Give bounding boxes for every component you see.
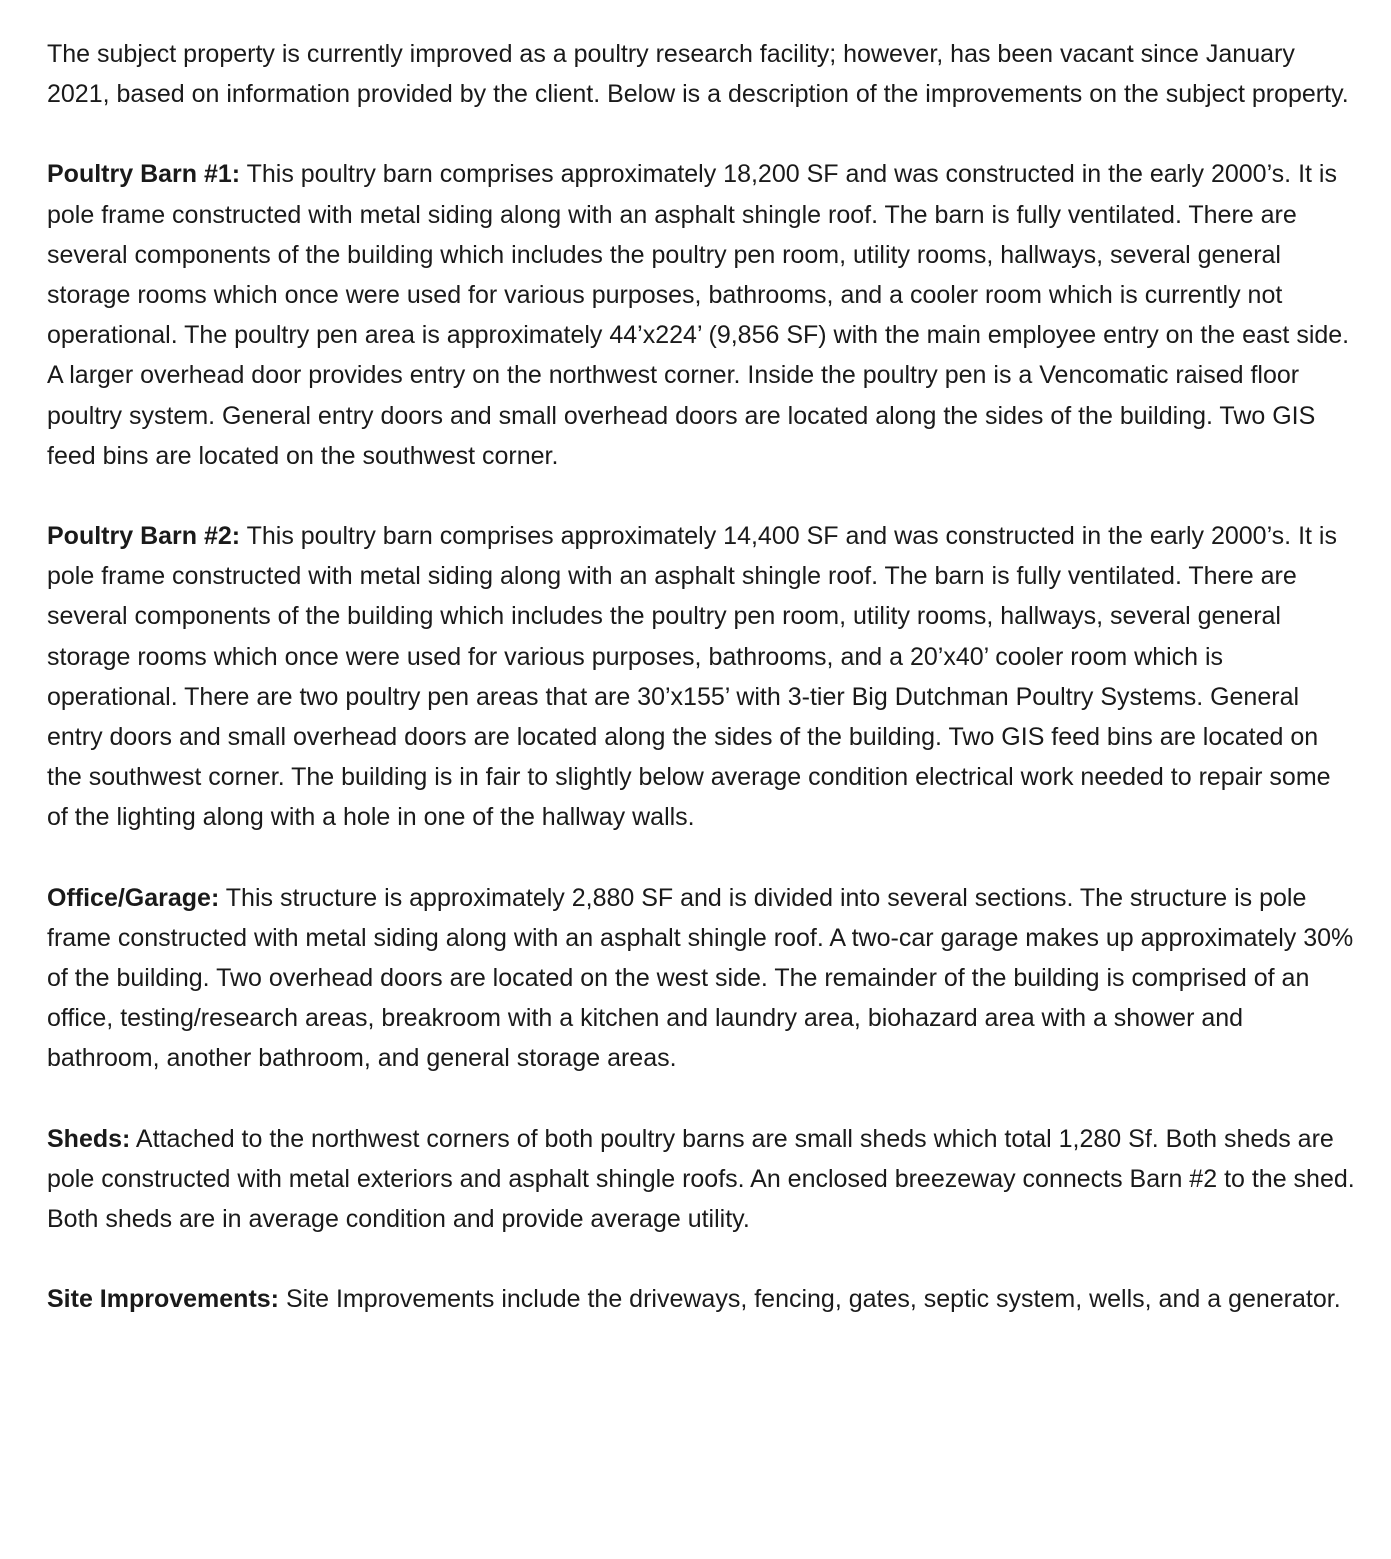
section-sheds: [47, 1119, 1357, 1240]
section-site-improvements: [47, 1279, 1357, 1319]
section-text: Attached to the northwest corners of both poultry barns are small sheds which total 1,280 Sf. Both sheds are pole constructed with metal exteriors and asphalt shingle roofs. An enclosed breezeway connects Barn #2 to the shed. Both sheds are in average condition and provide average utility.: [47, 1124, 1355, 1234]
section-heading: Poultry Barn #2:: [47, 522, 241, 551]
intro-paragraph: The subject property is currently improved as a poultry research facility; however, has been vacant since January 2021, based on information provided by the client. Below is a description of the improvements on the subject property.: [47, 40, 1349, 109]
section-heading: Office/Garage:: [47, 883, 220, 912]
section-text: This poultry barn comprises approximately 18,200 SF and was constructed in the early 2000’s. It is pole frame constructed with metal siding along with an asphalt shingle roof. The barn is fully ventilated. There are several components of the building which includes the poultry pen room, utility rooms, hallways, several general storage rooms which once were used for various purposes, bathrooms, and a cooler room which is currently not operational. The poultry pen area is approximately 44’x224’ (9,856 SF) with the main employee entry on the east side. A larger overhead door provides entry on the northwest corner. Inside the poultry pen is a Vencomatic raised floor poultry system. General entry doors and small overhead doors are located along the sides of the building. Two GIS feed bins are located on the southwest corner.: [47, 160, 1350, 470]
section-poultry-barn-1: [47, 154, 1357, 476]
section-office-garage: [47, 878, 1357, 1079]
section-text: Site Improvements include the driveways, fencing, gates, septic system, wells, and a generator.: [279, 1285, 1341, 1314]
section-heading: Poultry Barn #1:: [47, 160, 241, 189]
section-text: This poultry barn comprises approximately 14,400 SF and was constructed in the early 2000’s. It is pole frame constructed with metal siding along with an asphalt shingle roof. The barn is fully ventilated. There are several components of the building which includes the poultry pen room, utility rooms, hallways, several general storage rooms which once were used for various purposes, bathrooms, and a 20’x40’ cooler room which is operational. There are two poultry pen areas that are 30’x155’ with 3-tier Big Dutchman Poultry Systems. General entry doors and small overhead doors are located along the sides of the building. Two GIS feed bins are located on the southwest corner. The building is in fair to slightly below average condition electrical work needed to repair some of the lighting along with a hole in one of the hallway walls.: [47, 522, 1337, 832]
section-text: This structure is approximately 2,880 SF and is divided into several sections. The structure is pole frame constructed with metal siding along with an asphalt shingle roof. A two-car garage makes up approximately 30% of the building. Two overhead doors are located on the west side. The remainder of the building is comprised of an office, testing/research areas, breakroom with a kitchen and laundry area, biohazard area with a shower and bathroom, another bathroom, and general storage areas.: [47, 883, 1354, 1073]
section-poultry-barn-2: [47, 516, 1357, 838]
section-heading: Site Improvements:: [47, 1285, 280, 1314]
document-page: [47, 34, 1357, 1319]
section-heading: Sheds:: [47, 1124, 131, 1153]
